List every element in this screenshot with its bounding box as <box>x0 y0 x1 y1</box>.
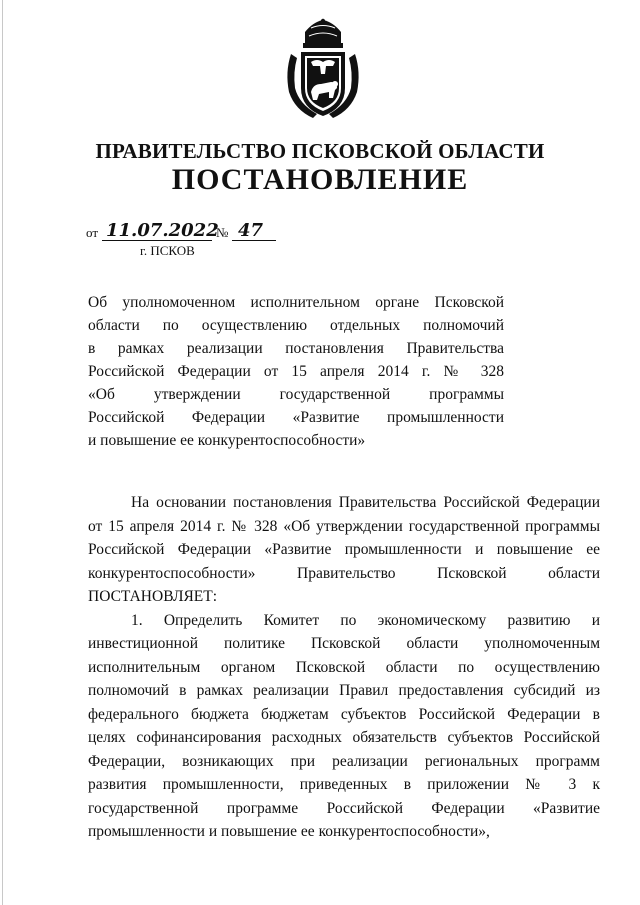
subject-line: области по осуществлению отдельных полномочий <box>88 317 504 334</box>
subject-line: и повышение ее конкурентоспособности» <box>88 432 366 449</box>
date-number-line <box>86 222 286 244</box>
subject-line: в рамках реализации постановления Правительства <box>88 340 504 357</box>
body-line: На основании постановления Правительства Российской Федерации <box>131 494 600 511</box>
document-body-text <box>88 491 600 844</box>
date-handwritten: 11.07.2022 <box>106 220 219 241</box>
body-line: целях софинансирования расходных обязательств субъектов Российской <box>88 729 600 746</box>
body-line: Российской Федерации «Развитие промышленности и повышение ее <box>88 541 600 558</box>
subject-line: «Об утверждении государственной программы <box>88 386 504 403</box>
body-line: ПОСТАНОВЛЯЕТ: <box>88 588 218 605</box>
pskov-coat-of-arms-emblem <box>283 18 363 122</box>
date-prefix: от <box>86 225 99 240</box>
body-line: государственной программе Российской Федерации «Развитие <box>88 799 600 817</box>
subject-line: Об уполномоченном исполнительном органе Псковской <box>88 294 504 311</box>
document-type-title: ПОСТАНОВЛЕНИЕ <box>171 163 469 196</box>
body-line: развития промышленности, приведенных в приложении № 3 к <box>88 776 600 793</box>
body-line: исполнительным органом Псковской области по осуществлению <box>88 658 600 676</box>
number-handwritten: 47 <box>238 220 264 241</box>
body-line: инвестиционной политике Псковской области уполномоченным <box>88 635 600 652</box>
body-line: полномочий в рамках реализации Правил предоставления субсидий из <box>88 682 600 699</box>
body-line: Федерации, возникающих при реализации региональных программ <box>88 752 600 770</box>
document-subject <box>88 291 504 452</box>
scan-edge-line <box>2 0 3 905</box>
body-line: от 15 апреля 2014 г. № 328 «Об утверждении государственной программы <box>88 517 600 535</box>
body-line: 1. Определить Комитет по экономическому развитию и <box>131 611 600 629</box>
body-line: конкурентоспособности» Правительство Псковской области <box>88 564 600 582</box>
number-prefix: № <box>216 225 229 240</box>
subject-line: Российской Федерации от 15 апреля 2014 г. № 328 <box>88 363 504 380</box>
body-line: федерального бюджета бюджетам субъектов Российской Федерации в <box>88 705 600 723</box>
body-line: промышленности и повышение ее конкурентоспособности», <box>88 823 490 840</box>
subject-line: Российской Федерации «Развитие промышленности <box>88 409 504 426</box>
organization-title: ПРАВИТЕЛЬСТВО ПСКОВСКОЙ ОБЛАСТИ <box>95 139 545 163</box>
city-label: г. ПСКОВ <box>140 243 195 258</box>
